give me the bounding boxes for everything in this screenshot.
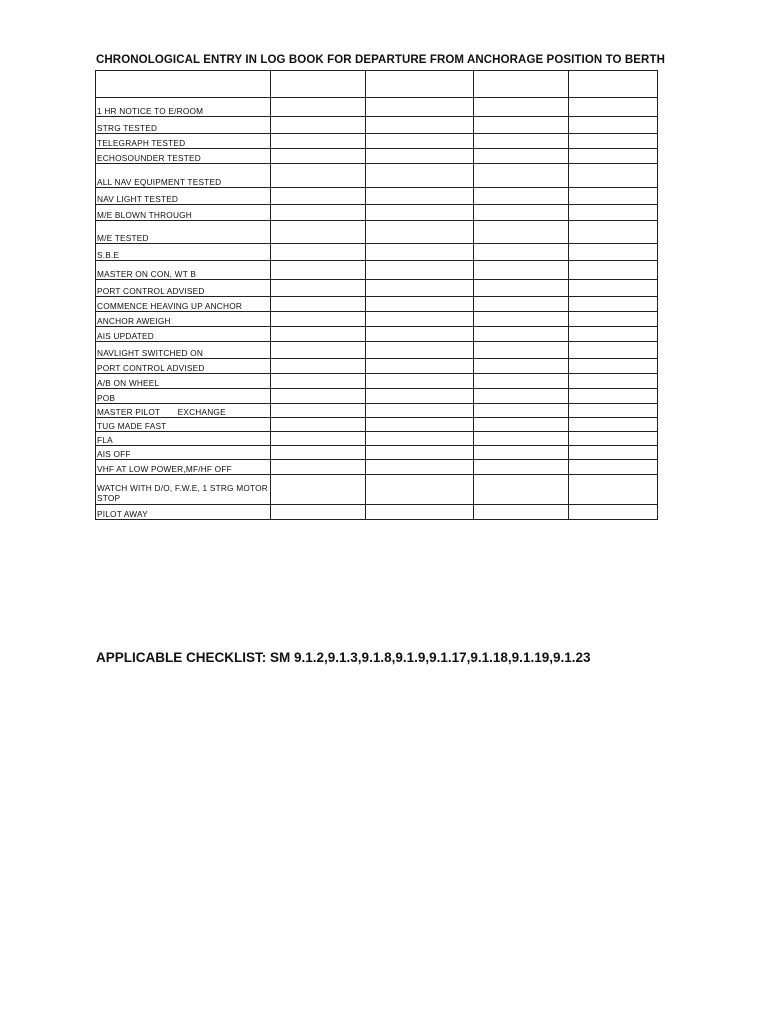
log-entry-cell (474, 117, 569, 134)
log-entry-cell (271, 205, 366, 221)
table-row (96, 475, 658, 505)
log-entry-cell (271, 164, 366, 188)
log-entry-cell (474, 71, 569, 98)
log-entry-cell (271, 149, 366, 164)
log-entry-cell (366, 312, 474, 327)
log-entry-label: PORT CONTROL ADVISED (96, 359, 271, 374)
log-entry-cell (474, 418, 569, 432)
log-entry-cell (474, 280, 569, 297)
log-entry-cell (569, 475, 658, 505)
log-entry-cell (569, 374, 658, 389)
log-entry-cell (569, 505, 658, 520)
log-entry-cell (569, 404, 658, 418)
log-entry-label (96, 71, 271, 98)
log-entry-cell (366, 71, 474, 98)
log-entry-cell (569, 418, 658, 432)
log-entry-cell (474, 446, 569, 460)
log-entry-cell (474, 327, 569, 342)
log-entry-cell (271, 446, 366, 460)
log-entry-cell (271, 327, 366, 342)
table-row (96, 327, 658, 342)
table-row (96, 446, 658, 460)
log-entry-cell (569, 205, 658, 221)
log-entry-cell (366, 261, 474, 280)
log-entry-cell (474, 134, 569, 149)
log-entry-cell (474, 505, 569, 520)
applicable-checklist: APPLICABLE CHECKLIST: SM 9.1.2,9.1.3,9.1.8,9.1.9,9.1.17,9.1.18,9.1.19,9.1.23 (96, 650, 591, 665)
log-entry-cell (474, 342, 569, 359)
document-title: CHRONOLOGICAL ENTRY IN LOG BOOK FOR DEPARTURE FROM ANCHORAGE POSITION TO BERTH (96, 54, 665, 66)
log-table-body (96, 71, 658, 520)
log-entry-cell (271, 244, 366, 261)
log-entry-cell (366, 280, 474, 297)
log-entry-cell (366, 244, 474, 261)
log-entry-label: 1 HR NOTICE TO E/ROOM (96, 98, 271, 117)
log-entry-cell (569, 432, 658, 446)
log-entry-cell (569, 359, 658, 374)
log-entry-cell (271, 117, 366, 134)
log-entry-cell (271, 475, 366, 505)
table-row (96, 261, 658, 280)
log-entry-cell (366, 374, 474, 389)
log-entry-cell (474, 475, 569, 505)
log-entry-cell (569, 342, 658, 359)
table-row (96, 117, 658, 134)
log-entry-cell (474, 312, 569, 327)
log-entry-cell (271, 342, 366, 359)
log-entry-cell (569, 389, 658, 404)
log-entry-cell (366, 389, 474, 404)
log-entry-cell (474, 164, 569, 188)
log-entry-cell (474, 460, 569, 475)
log-entry-label: WATCH WITH D/O, F.W.E, 1 STRG MOTOR STOP (96, 475, 271, 505)
log-entry-cell (569, 327, 658, 342)
log-entry-cell (474, 98, 569, 117)
log-entry-cell (366, 117, 474, 134)
table-row (96, 221, 658, 244)
table-row (96, 342, 658, 359)
log-entry-cell (569, 71, 658, 98)
log-entry-cell (569, 261, 658, 280)
log-entry-label: STRG TESTED (96, 117, 271, 134)
log-entry-cell (569, 244, 658, 261)
table-row (96, 374, 658, 389)
log-entry-cell (569, 460, 658, 475)
log-entry-cell (271, 188, 366, 205)
log-entry-label: AIS OFF (96, 446, 271, 460)
log-entry-label: NAVLIGHT SWITCHED ON (96, 342, 271, 359)
log-entry-label: ECHOSOUNDER TESTED (96, 149, 271, 164)
table-row (96, 359, 658, 374)
log-entry-cell (569, 188, 658, 205)
log-entry-cell (569, 134, 658, 149)
table-row (96, 134, 658, 149)
log-entry-cell (271, 389, 366, 404)
log-entry-cell (569, 149, 658, 164)
log-entry-cell (569, 446, 658, 460)
log-entry-cell (271, 297, 366, 312)
log-entry-cell (366, 404, 474, 418)
log-entry-cell (271, 98, 366, 117)
log-entry-cell (366, 359, 474, 374)
log-entry-label: TELEGRAPH TESTED (96, 134, 271, 149)
log-entry-cell (271, 221, 366, 244)
table-row (96, 280, 658, 297)
log-entry-cell (366, 134, 474, 149)
log-entry-cell (569, 117, 658, 134)
log-entry-cell (366, 505, 474, 520)
log-entry-label: MASTER PILOT EXCHANGE (96, 404, 271, 418)
log-entry-label: M/E BLOWN THROUGH (96, 205, 271, 221)
table-row (96, 71, 658, 98)
log-entry-cell (474, 244, 569, 261)
table-row (96, 432, 658, 446)
table-row (96, 404, 658, 418)
log-entry-cell (366, 446, 474, 460)
table-row (96, 418, 658, 432)
table-row (96, 312, 658, 327)
log-entry-label: FLA (96, 432, 271, 446)
log-entry-cell (474, 389, 569, 404)
log-entry-cell (366, 297, 474, 312)
table-row (96, 460, 658, 475)
log-entry-cell (366, 432, 474, 446)
table-row (96, 98, 658, 117)
log-entry-label: NAV LIGHT TESTED (96, 188, 271, 205)
log-entry-label: ANCHOR AWEIGH (96, 312, 271, 327)
log-entry-cell (474, 188, 569, 205)
log-entry-cell (569, 280, 658, 297)
log-entry-label: PILOT AWAY (96, 505, 271, 520)
log-entry-cell (366, 164, 474, 188)
log-entry-cell (271, 280, 366, 297)
log-entry-cell (271, 460, 366, 475)
log-entry-cell (569, 164, 658, 188)
log-entry-label: PORT CONTROL ADVISED (96, 280, 271, 297)
log-entry-cell (366, 460, 474, 475)
log-entry-cell (271, 404, 366, 418)
log-entry-label: VHF AT LOW POWER,MF/HF OFF (96, 460, 271, 475)
log-entry-cell (474, 261, 569, 280)
log-entry-cell (271, 359, 366, 374)
log-entry-cell (569, 221, 658, 244)
log-entry-cell (569, 312, 658, 327)
log-entry-cell (271, 374, 366, 389)
log-entry-cell (474, 205, 569, 221)
log-entry-cell (366, 188, 474, 205)
log-entry-cell (366, 205, 474, 221)
log-entry-cell (474, 374, 569, 389)
table-row (96, 297, 658, 312)
log-entry-label: M/E TESTED (96, 221, 271, 244)
log-entry-cell (569, 297, 658, 312)
table-row (96, 164, 658, 188)
log-entry-label: POB (96, 389, 271, 404)
table-row (96, 188, 658, 205)
log-entry-cell (474, 432, 569, 446)
log-entry-cell (474, 404, 569, 418)
table-row (96, 505, 658, 520)
log-entry-cell (366, 149, 474, 164)
log-entry-label: MASTER ON CON, WT B (96, 261, 271, 280)
log-entry-cell (271, 134, 366, 149)
log-entry-cell (366, 98, 474, 117)
log-entry-cell (271, 432, 366, 446)
log-entry-cell (271, 312, 366, 327)
log-entry-label: AIS UPDATED (96, 327, 271, 342)
log-entry-cell (271, 418, 366, 432)
log-entry-cell (271, 505, 366, 520)
log-entry-label: ALL NAV EQUIPMENT TESTED (96, 164, 271, 188)
log-entry-cell (366, 327, 474, 342)
log-entry-cell (271, 71, 366, 98)
log-entry-cell (474, 149, 569, 164)
log-entry-cell (474, 359, 569, 374)
log-entry-label: TUG MADE FAST (96, 418, 271, 432)
table-row (96, 389, 658, 404)
log-entry-cell (474, 297, 569, 312)
log-entry-cell (569, 98, 658, 117)
table-row (96, 244, 658, 261)
log-entry-cell (366, 221, 474, 244)
log-entry-label: COMMENCE HEAVING UP ANCHOR (96, 297, 271, 312)
table-row (96, 205, 658, 221)
log-entry-label: S.B.E (96, 244, 271, 261)
log-entry-cell (366, 475, 474, 505)
log-entry-cell (366, 418, 474, 432)
log-entry-cell (366, 342, 474, 359)
log-entry-label: A/B ON WHEEL (96, 374, 271, 389)
table-row (96, 149, 658, 164)
log-entry-cell (474, 221, 569, 244)
log-entry-cell (271, 261, 366, 280)
log-table (95, 70, 658, 520)
